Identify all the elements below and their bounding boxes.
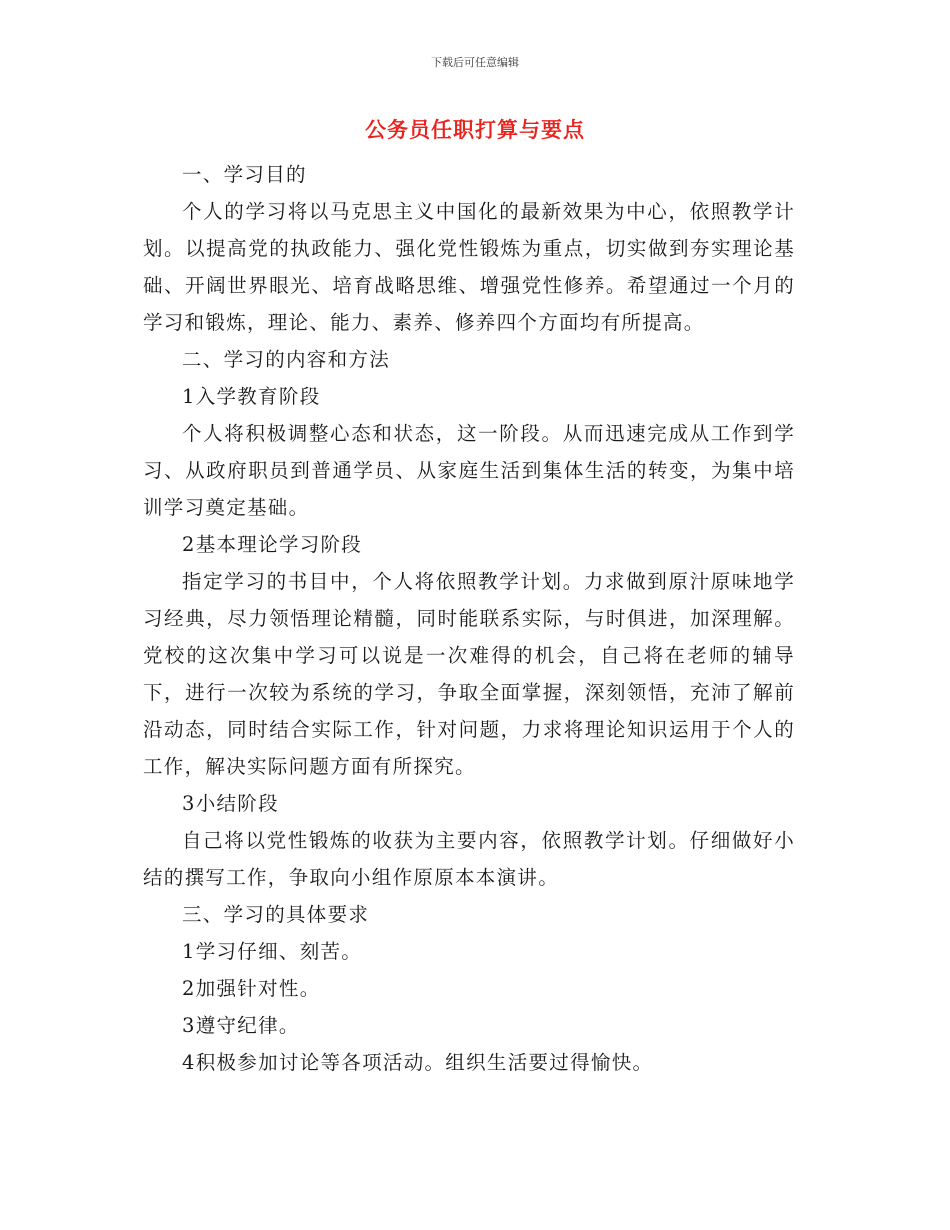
subsection-heading: 3小结阶段 <box>182 792 279 815</box>
list-item: 2加强针对性。 <box>182 977 321 1000</box>
list-item: 4积极参加讨论等各项活动。组织生活要过得愉快。 <box>182 1051 654 1074</box>
document-body <box>143 156 795 1081</box>
list-item: 3遵守纪律。 <box>182 1014 300 1037</box>
section-heading: 二、学习的内容和方法 <box>182 348 391 371</box>
section-heading: 一、学习目的 <box>182 163 307 186</box>
paragraph: 指定学习的书目中，个人将依照教学计划。力求做到原汁原味地学习经典，尽力领悟理论精髓，同时能联系实际，与时俱进，加深理解。党校的这次集中学习可以说是一次难得的机会，自己将在老师的辅导下，进行一次较为系统的学习，争取全面掌握，深刻领悟，充沛了解前沿动态，同时结合实际工作，针对问题，力求将理论知识运用于个人的工作，解决实际问题方面有所探究。 <box>143 570 795 778</box>
paragraph: 个人将积极调整心态和状态，这一阶段。从而迅速完成从工作到学习、从政府职员到普通学员、从家庭生活到集体生活的转变，为集中培训学习奠定基础。 <box>143 422 795 519</box>
subsection-heading: 2基本理论学习阶段 <box>182 533 363 556</box>
paragraph: 个人的学习将以马克思主义中国化的最新效果为中心，依照教学计划。以提高党的执政能力、强化党性锻炼为重点，切实做到夯实理论基础、开阔世界眼光、培育战略思维、增强党性修养。希望通过一个月的学习和锻炼，理论、能力、素养、修养四个方面均有所提高。 <box>143 200 795 334</box>
list-item: 1学习仔细、刻苦。 <box>182 940 363 963</box>
subsection-heading: 1入学教育阶段 <box>182 385 321 408</box>
header-note: 下载后可任意编辑 <box>431 56 519 69</box>
paragraph: 自己将以党性锻炼的收获为主要内容，依照教学计划。仔细做好小结的撰写工作，争取向小组作原原本本演讲。 <box>143 829 795 889</box>
section-heading: 三、学习的具体要求 <box>182 903 370 926</box>
document-title: 公务员任职打算与要点 <box>365 118 585 142</box>
